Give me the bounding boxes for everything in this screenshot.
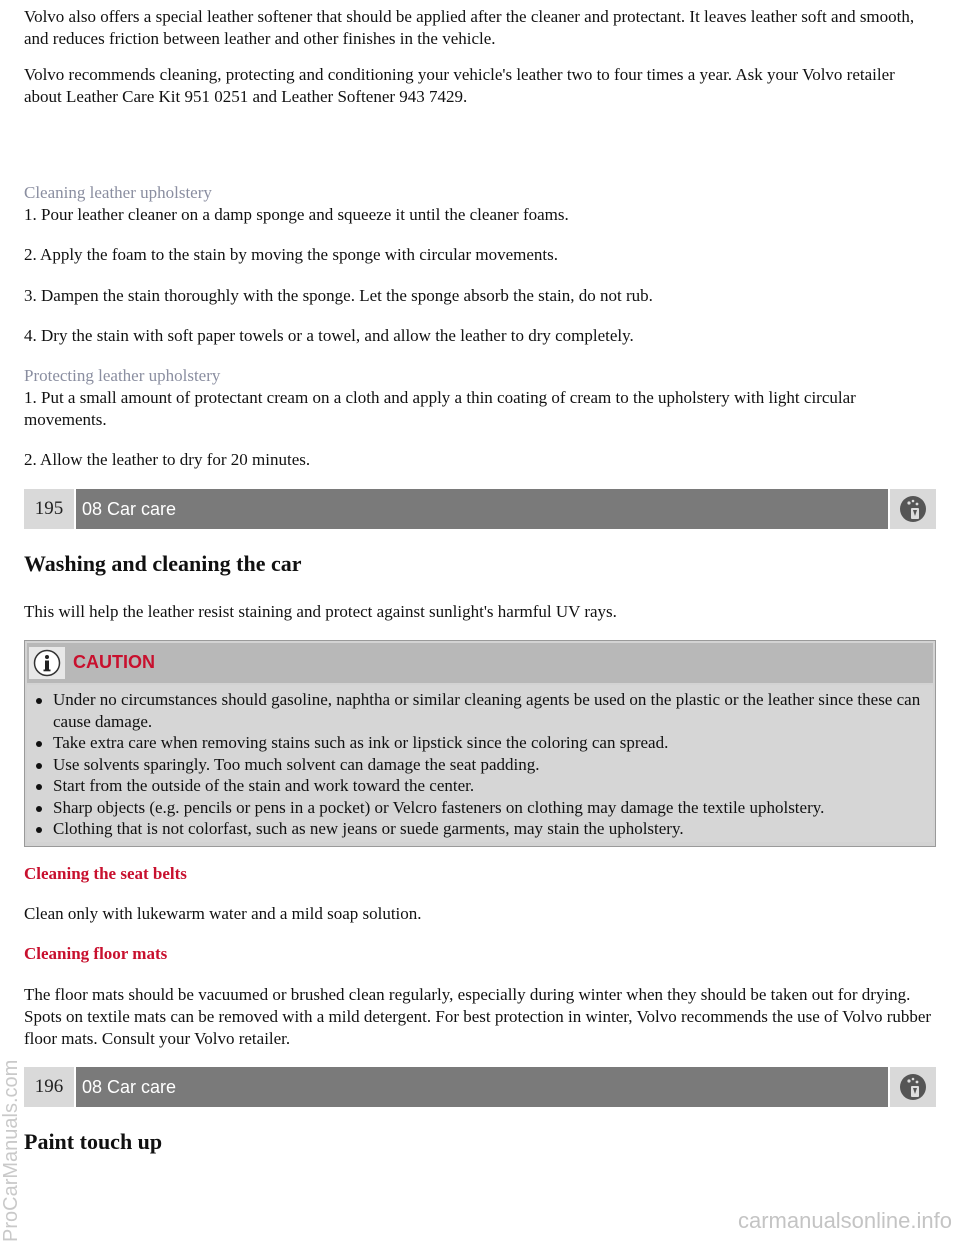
page-number: 196 [24,1067,74,1107]
section-title: 08 Car care [76,1067,888,1107]
section-bar-195 [24,489,936,529]
caution-item: Take extra care when removing stains such as ink or lipstick since the coloring can spread. [27,732,927,754]
protecting-step-1: 1. Put a small amount of protectant cream on a cloth and apply a thin coating of cream to the upholstery with light circular movements. [24,388,856,429]
caution-body [27,685,933,842]
intro-paragraph-2: Volvo recommends cleaning, protecting and conditioning your vehicle's leather two to four times a year. Ask your Volvo retailer about Leather Care Kit 951 0251 and Leather Softener 943 7429. [24,65,895,106]
caution-header [27,643,933,683]
caution-item: Sharp objects (e.g. pencils or pens in a pocket) or Velcro fasteners on clothing may damage the textile upholstery. [27,797,927,819]
floor-mats-heading: Cleaning floor mats [24,944,168,963]
page-number: 195 [24,489,74,529]
info-icon [29,647,65,679]
cleaning-step-2: 2. Apply the foam to the stain by moving the sponge with circular movements. [24,245,558,264]
car-care-icon [890,1067,936,1107]
seat-belts-heading: Cleaning the seat belts [24,864,187,883]
protecting-step-2: 2. Allow the leather to dry for 20 minutes. [24,450,311,469]
cleaning-step-3: 3. Dampen the stain thoroughly with the sponge. Let the sponge absorb the stain, do not rub. [24,286,653,305]
cleaning-step-1: 1. Pour leather cleaner on a damp sponge and squeeze it until the cleaner foams. [24,205,569,224]
side-watermark [2,500,24,1242]
intro-paragraph-1: Volvo also offers a special leather softener that should be applied after the cleaner and protectant. It leaves leather soft and smooth, and reduces friction between leather and other finishes in the vehicle. [24,7,915,48]
caution-item: Clothing that is not colorfast, such as new jeans or suede garments, may stain the upholstery. [27,818,927,840]
protecting-leather-heading: Protecting leather upholstery [24,366,221,385]
floor-mats-text: The floor mats should be vacuumed or brushed clean regularly, especially during winter when they should be taken out for drying. Spots on textile mats can be removed with a mild detergent. For best protection in winter, Volvo recommends the use of Volvo rubber floor mats. Consult your Volvo retailer. [24,985,932,1048]
seat-belts-text: Clean only with lukewarm water and a mild soap solution. [24,904,422,923]
caution-list [27,689,927,840]
paint-touch-up-title: Paint touch up [24,1129,163,1154]
caution-item: Start from the outside of the stain and work toward the center. [27,775,927,797]
side-watermark-text: ProCarManuals.com [0,1059,22,1242]
washing-title: Washing and cleaning the car [24,551,302,576]
caution-box [24,640,936,847]
car-care-icon [890,489,936,529]
caution-item: Under no circumstances should gasoline, naphtha or similar cleaning agents be used on the plastic or the leather since these can cause damage. [27,689,927,732]
caution-label: CAUTION [73,652,155,672]
section-title: 08 Car care [76,489,888,529]
washing-text: This will help the leather resist staining and protect against sunlight's harmful UV rays. [24,602,617,621]
cleaning-leather-heading: Cleaning leather upholstery [24,183,212,202]
caution-item: Use solvents sparingly. Too much solvent can damage the seat padding. [27,754,927,776]
cleaning-step-4: 4. Dry the stain with soft paper towels or a towel, and allow the leather to dry completely. [24,326,634,345]
bottom-watermark: carmanualsonline.info [737,1208,952,1233]
section-bar-196 [24,1067,936,1107]
